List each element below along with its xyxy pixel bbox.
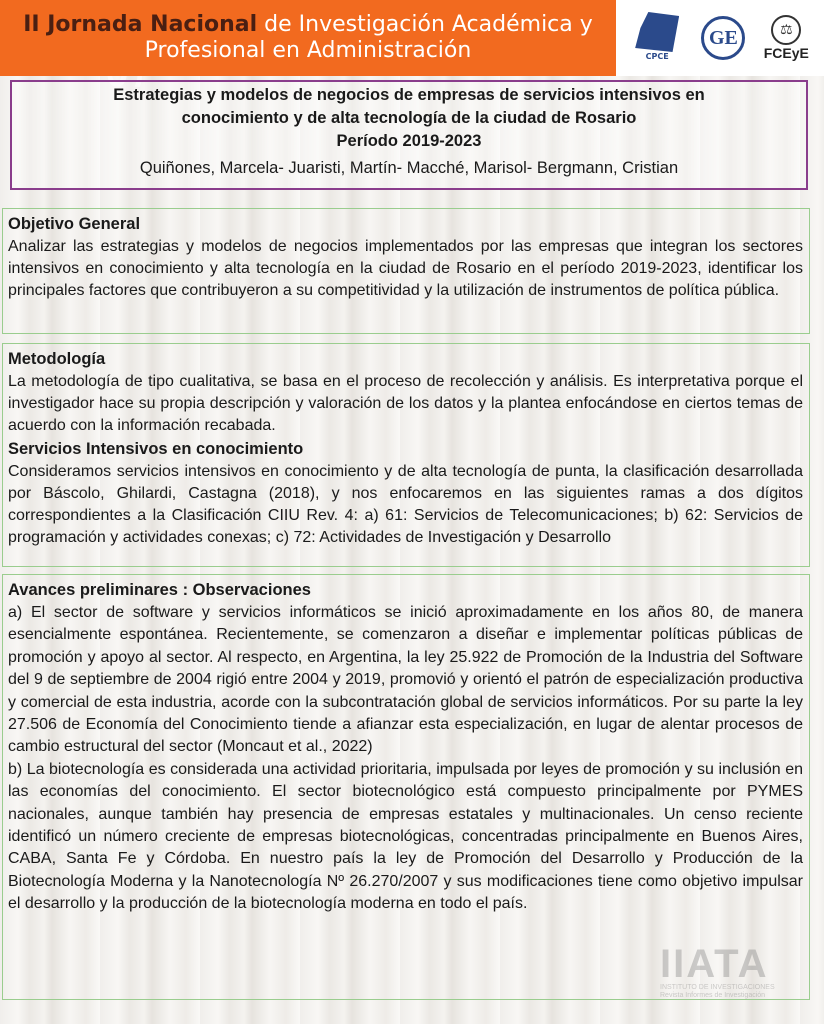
- event-header: [0, 0, 616, 76]
- paper-title-line2: conocimiento y de alta tecnología de la ciudad de Rosario: [181, 109, 637, 127]
- metodologia-heading: Metodología: [8, 350, 106, 368]
- fceye-logo-text: FCEyE: [763, 45, 809, 61]
- fceye-logo: [764, 15, 809, 61]
- ge-logo: GE: [701, 16, 745, 60]
- event-title-rest: de Investigación Académica y: [257, 11, 593, 37]
- institution-logos: [616, 0, 824, 76]
- avances-section: [2, 574, 810, 1000]
- cpce-logo: [631, 12, 683, 64]
- paper-title-box: [10, 80, 808, 190]
- avances-heading: Avances preliminares : Observaciones: [8, 581, 311, 599]
- iiata-watermark-logo: [660, 944, 810, 1000]
- paper-title-period: Período 2019-2023: [336, 132, 482, 150]
- avances-paragraph-b: b) La biotecnología es considerada una actividad prioritaria, impulsada por leyes de promoción y su inclusión en las economías del conocimiento. El sector biotecnológico está compuesto principalmente por PYMES nacionales, aunque también hay presencia de empresas estatales y multinacionales. Un censo reciente identificó un número creciente de empresas biotecnológicas, concentradas principalmente en Buenos Aires, CABA, Santa Fe y Córdoba. En nuestro país la ley de Promoción del Desarrollo y Producción de la Biotecnología Moderna y la Nanotecnología Nº 26.270/2007 y sus modificaciones tiene como objetivo impulsar el desarrollo y la producción de la biotecnología moderna en todo el país.: [8, 760, 803, 913]
- metodologia-text: La metodología de tipo cualitativa, se basa en el proceso de recolección y análisis. Es interpretativa porque el investigador hace su propia descripción y valoración de los datos y la plantea enfocándose en ciertos temas de acuerdo con la información recabada.: [8, 373, 803, 435]
- iiata-logo-text: IIATA: [660, 942, 769, 986]
- objetivo-text: Analizar las estrategias y modelos de negocios implementados por las empresas que integran los sectores intensivos en conocimiento y alta tecnología en la ciudad de Rosario en el período 2019-2023, identificar los principales factores que contribuyeron a su competitividad y la utilización de instrumentos de política pública.: [8, 238, 803, 300]
- metodologia-section: [2, 343, 810, 567]
- iiata-subtitle: INSTITUTO DE INVESTIGACIONES: [660, 984, 775, 991]
- authors: Quiñones, Marcela- Juaristi, Martín- Macché, Marisol- Bergmann, Cristian: [139, 159, 679, 177]
- objetivo-section: [2, 208, 810, 334]
- paper-title-line1: Estrategias y modelos de negocios de empresas de servicios intensivos en: [113, 86, 705, 104]
- avances-paragraph-a: a) El sector de software y servicios informáticos se inició aproximadamente en los años 80, de manera esencialmente espontánea. Recientemente, se comenzaron a diseñar e implementar políticas públicas de promoción y apoyo al sector. Al respecto, en Argentina, la ley 25.922 de Promoción de la Industria del Software del 9 de septiembre de 2004 rigió entre 2004 y 2019, promovió y orientó el patrón de especialización productiva y comercial de esta industria, acorde con la subcontratación global de servicios informáticos. Por su parte la ley 27.506 de Economía del Conocimiento tiende a afianzar esta especialización, en lugar de alentar procesos de cambio estructural del sector (Moncaut et al., 2022): [8, 604, 803, 756]
- cpce-logo-text: CPCE: [645, 52, 669, 61]
- iiata-caption: Revista Informes de Investigación: [660, 992, 766, 999]
- event-title-line2: Profesional en Administración: [144, 38, 472, 63]
- fceye-emblem-icon: ⚖: [771, 15, 801, 45]
- event-title-line1: [23, 12, 593, 38]
- event-title-strong: II Jornada Nacional: [23, 11, 258, 37]
- objetivo-heading: Objetivo General: [8, 215, 141, 233]
- servicios-text: Consideramos servicios intensivos en conocimiento y de alta tecnología de punta, la clasificación desarrollada por Báscolo, Ghilardi, Castagna (2018), y nos enfocaremos en las siguientes ramas a dos dígitos correspondientes a la Clasificación CIIU Rev. 4: a) 61: Servicios de Telecomunicaciones; b) 62: Servicios de programación y actividades conexas; c) 72: Actividades de Investigación y Desarrollo: [8, 462, 803, 547]
- cpce-map-icon: [635, 12, 679, 52]
- servicios-heading: Servicios Intensivos en conocimiento: [8, 439, 304, 458]
